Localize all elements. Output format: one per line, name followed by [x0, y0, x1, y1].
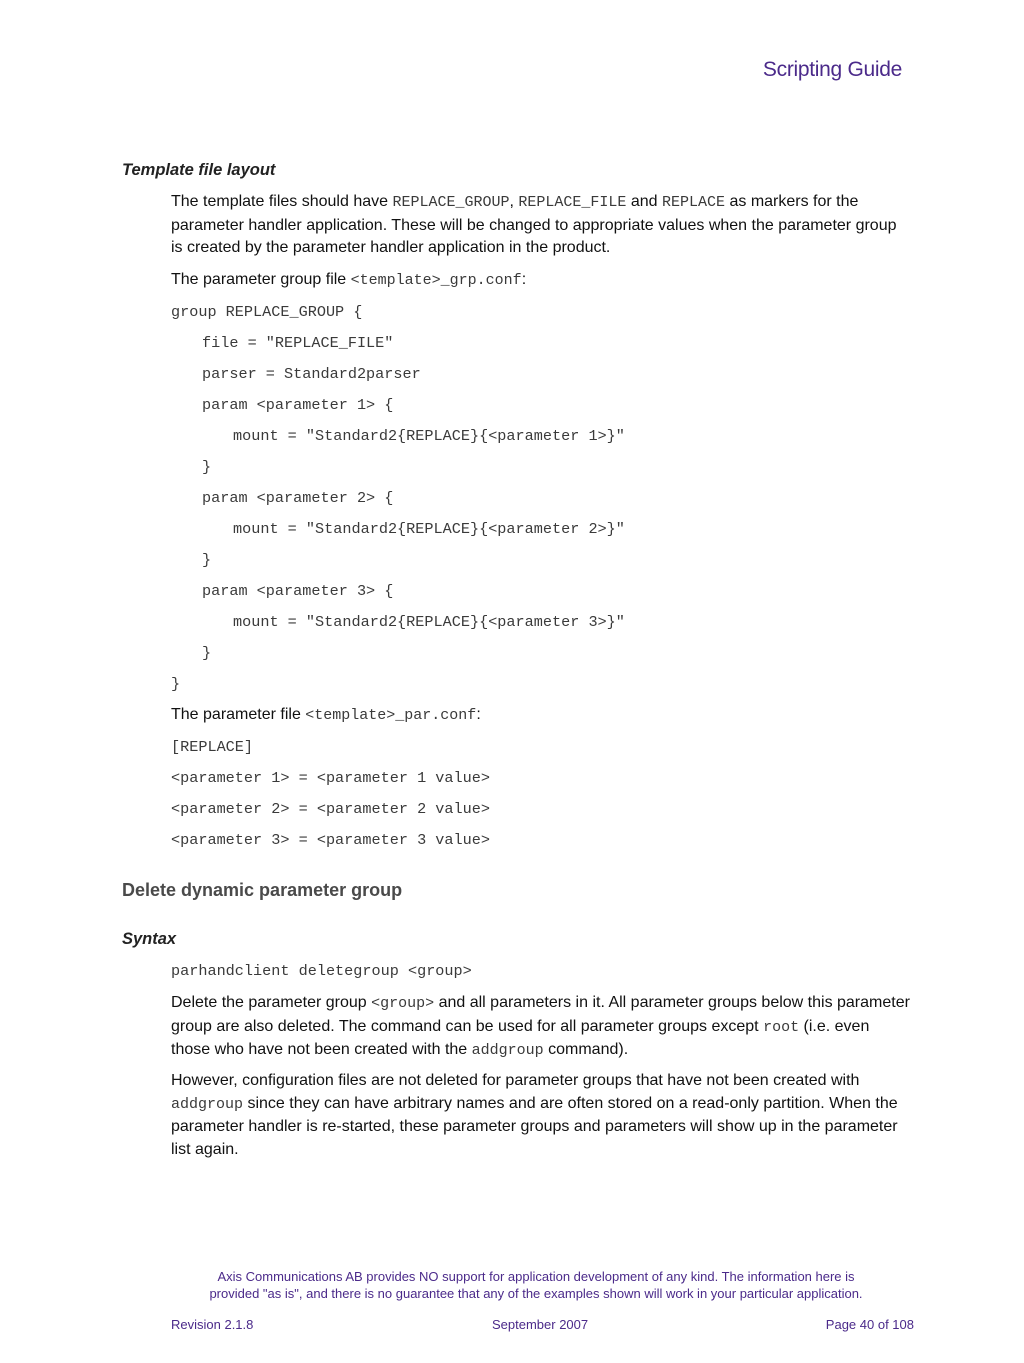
delete-description-paragraph — [171, 992, 911, 1063]
par-label-colon: : — [476, 706, 481, 723]
code-grp-filename: <template>_grp.conf — [350, 272, 522, 289]
code-line: mount = "Standard2{REPLACE}{<parameter 3>}" — [233, 613, 625, 631]
para1-text-3: (i.e. even those who have not been created with the — [171, 1017, 870, 1058]
code-group: <group> — [371, 995, 435, 1012]
footer-revision: Revision 2.1.8 — [171, 1317, 254, 1332]
code-root: root — [763, 1018, 800, 1036]
code-par-filename: <template>_par.conf — [305, 707, 477, 724]
code-line: group REPLACE_GROUP { — [171, 303, 363, 321]
code-line: mount = "Standard2{REPLACE}{<parameter 1>}" — [233, 427, 625, 445]
footer-date: September 2007 — [492, 1317, 589, 1332]
code-line: } — [202, 551, 212, 569]
code-line: [REPLACE] — [171, 738, 254, 756]
syntax-code-line: parhandclient deletegroup <group> — [171, 962, 472, 980]
footer-disclaimer — [0, 1269, 1024, 1302]
syntax-heading: Syntax — [122, 930, 177, 948]
para2-text-1: However, configuration files are not deleted for parameter groups that have not been created with — [171, 1072, 860, 1089]
para1-text-1: Delete the parameter group — [171, 994, 372, 1011]
code-line: } — [202, 644, 212, 662]
intro-text-1: The template files should have — [171, 193, 393, 210]
template-intro-paragraph — [171, 191, 911, 260]
footer-disclaimer-line-2: provided "as is", and there is no guarantee that any of the examples shown will work in your particular application. — [209, 1285, 863, 1301]
intro-text-2: , — [509, 193, 519, 210]
code-addgroup: addgroup — [471, 1042, 544, 1059]
grp-label-text: The parameter group file — [171, 271, 351, 288]
par-label-text: The parameter file — [171, 706, 306, 723]
intro-text-3: and — [626, 193, 663, 210]
para2-text-2: since they can have arbitrary names and are often stored on a read-only partition. When the parameter handler is re-started, these parameter groups and parameters will show up in the parameter list again. — [171, 1094, 898, 1158]
footer-page-number: Page 40 of 108 — [825, 1317, 914, 1332]
code-line: parser = Standard2parser — [202, 365, 421, 383]
grp-file-label — [171, 269, 911, 293]
code-replace: REPLACE — [662, 194, 726, 211]
code-line: } — [171, 675, 181, 693]
code-line: } — [202, 458, 212, 476]
para1-text-2: and all parameters in it. All parameter groups below this parameter group are also deleted. The command can be used for all parameter groups except — [171, 994, 910, 1035]
document-header-title: Scripting Guide — [762, 58, 902, 81]
code-line: file = "REPLACE_FILE" — [202, 334, 394, 352]
section-heading-template-file-layout: Template file layout — [122, 161, 276, 179]
code-line: param <parameter 2> { — [202, 489, 394, 507]
par-file-label — [171, 704, 911, 728]
code-line: <parameter 2> = <parameter 2 value> — [171, 800, 490, 818]
code-line: <parameter 1> = <parameter 1 value> — [171, 769, 490, 787]
code-line: mount = "Standard2{REPLACE}{<parameter 2>}" — [233, 520, 625, 538]
grp-label-colon: : — [521, 271, 527, 288]
code-addgroup: addgroup — [171, 1095, 244, 1113]
configuration-files-paragraph — [171, 1070, 911, 1161]
footer-disclaimer-line-1: Axis Communications AB provides NO support for application development of any kind. The information here is — [217, 1269, 855, 1284]
intro-text-4: as markers for the parameter handler application. These will be changed to appropriate values when the parameter group is created by the parameter handler application in the product. — [171, 193, 897, 256]
code-line: <parameter 3> = <parameter 3 value> — [171, 831, 490, 849]
code-replace-group: REPLACE_GROUP — [392, 194, 510, 211]
section-heading-delete-dynamic-parameter-group: Delete dynamic parameter group — [122, 880, 403, 900]
code-replace-file: REPLACE_FILE — [518, 194, 627, 211]
code-line: param <parameter 3> { — [202, 582, 394, 600]
para1-text-4: command). — [543, 1041, 629, 1058]
code-line: param <parameter 1> { — [202, 396, 394, 414]
